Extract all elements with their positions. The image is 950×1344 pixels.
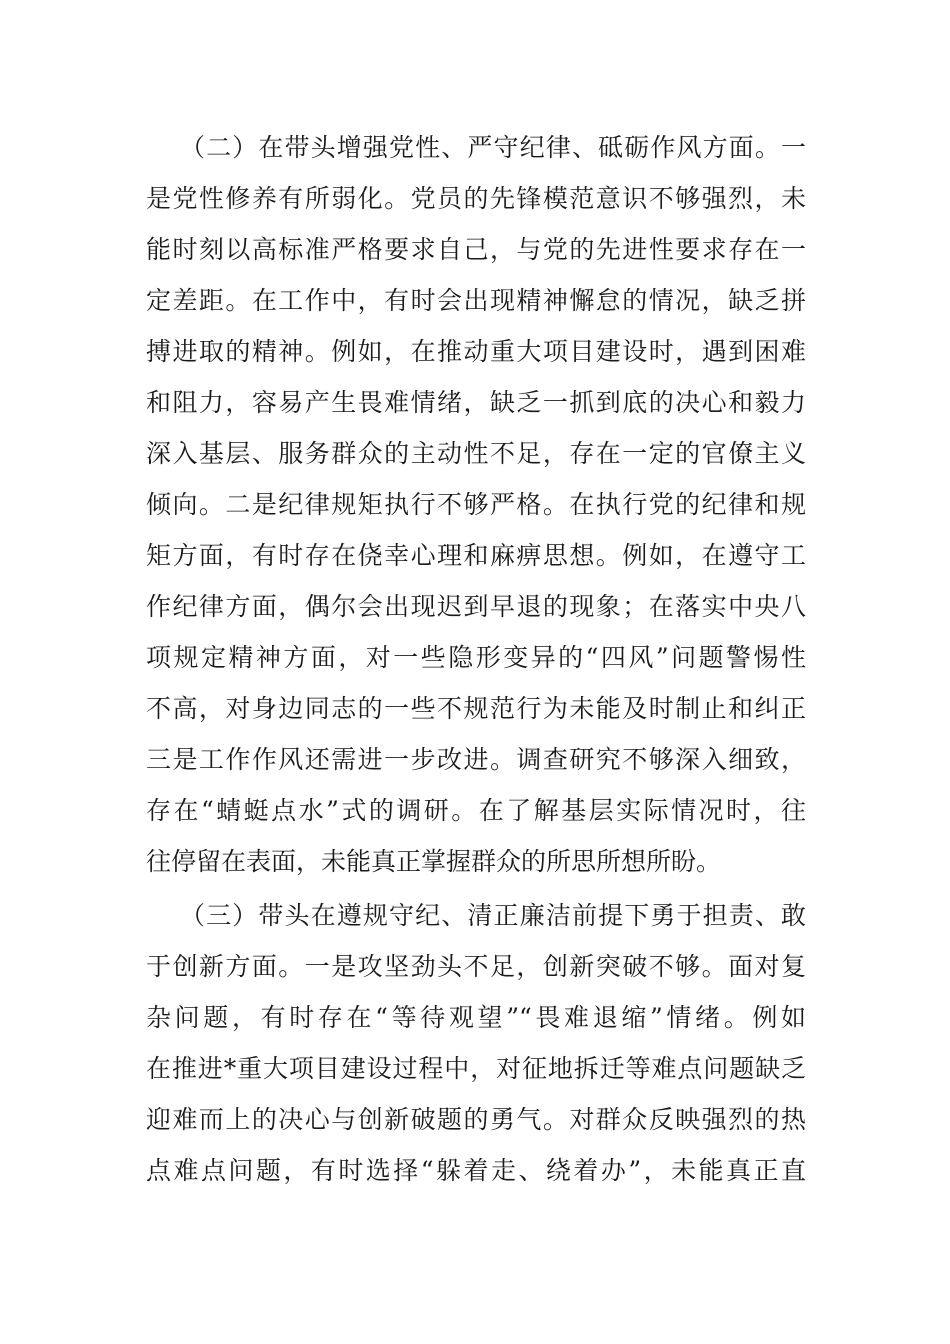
paragraph-2-line-4: 定差距。在工作中，有时会出现精神懈怠的情况，缺乏拼	[146, 286, 806, 315]
paragraph-2-line-13: 三是工作作风还需进一步改进。调查研究不够深入细致，	[146, 745, 806, 774]
paragraph-2-line-5: 搏进取的精神。例如，在推动重大项目建设时，遇到困难	[146, 337, 806, 366]
paragraph-2-line-14: 存在“蜻蜓点水”式的调研。在了解基层实际情况时，往	[146, 796, 806, 825]
paragraph-3-line-3: 杂问题，有时存在“等待观望”“畏难退缩”情绪。例如	[146, 1003, 806, 1032]
paragraph-2-line-12: 不高，对身边同志的一些不规范行为未能及时制止和纠正	[146, 694, 806, 723]
paragraph-3-line-6: 点难点问题，有时选择“躲着走、绕着办”，未能真正直	[146, 1156, 806, 1185]
paragraph-2-line-15: 往停留在表面，未能真正掌握群众的所思所想所盼。	[146, 847, 722, 876]
paragraph-2-line-6: 和阻力，容易产生畏难情绪，缺乏一抓到底的决心和毅力	[146, 388, 806, 417]
paragraph-3-line-1: （三）带头在遵规守纪、清正廉洁前提下勇于担责、敢	[180, 901, 806, 930]
paragraph-3-line-5: 迎难而上的决心与创新破题的勇气。对群众反映强烈的热	[146, 1105, 806, 1134]
paragraph-2-line-1: （二）在带头增强党性、严守纪律、砥砺作风方面。一	[180, 133, 806, 162]
paragraph-2-line-8: 倾向。二是纪律规矩执行不够严格。在执行党的纪律和规	[146, 490, 806, 519]
paragraph-2-line-10: 作纪律方面，偶尔会出现迟到早退的现象；在落实中央八	[146, 592, 806, 621]
paragraph-3-line-4: 在推进*重大项目建设过程中，对征地拆迁等难点问题缺乏	[146, 1054, 806, 1083]
paragraph-2-line-3: 能时刻以高标准严格要求自己，与党的先进性要求存在一	[146, 235, 806, 264]
paragraph-2-line-9: 矩方面，有时存在侥幸心理和麻痹思想。例如，在遵守工	[146, 541, 806, 570]
paragraph-3-line-2: 于创新方面。一是攻坚劲头不足，创新突破不够。面对复	[146, 952, 806, 981]
paragraph-2-line-7: 深入基层、服务群众的主动性不足，存在一定的官僚主义	[146, 439, 806, 468]
paragraph-2-line-2: 是党性修养有所弱化。党员的先锋模范意识不够强烈，未	[146, 184, 806, 213]
paragraph-2-line-11: 项规定精神方面，对一些隐形变异的“四风”问题警惕性	[146, 643, 806, 672]
